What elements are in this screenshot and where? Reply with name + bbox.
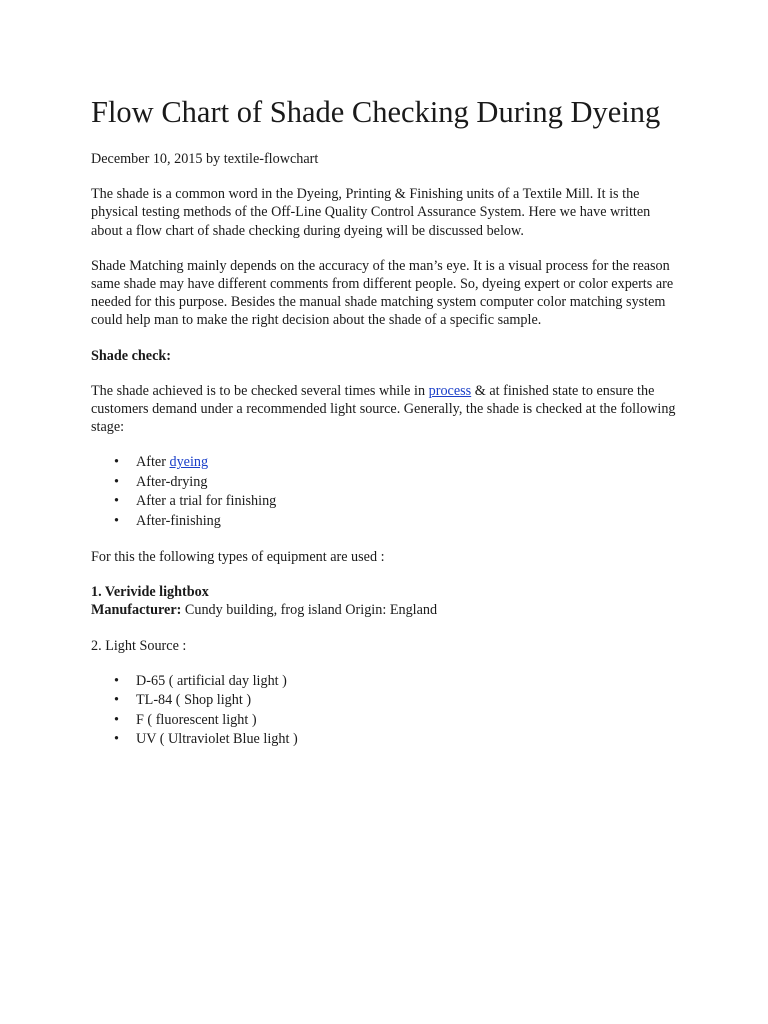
manufacturer-label: Manufacturer: [91, 602, 182, 619]
bullet-icon: • [114, 672, 119, 689]
byline [91, 150, 681, 168]
stage-text: After-finishing [136, 512, 221, 529]
shade-check-paragraph [91, 382, 681, 437]
bullet-icon: • [114, 454, 119, 471]
page-title: Flow Chart of Shade Checking During Dyeing [91, 95, 661, 129]
bullet-icon: • [114, 731, 119, 748]
intro-paragraph: The shade is a common word in the Dyeing, Printing & Finishing units of a Textile Mill. It is the physical testing methods of the Off-Line Quality Control Assurance System. Here we have written about a flow chart of shade checking during dyeing will be discussed below. [91, 186, 651, 239]
list-item [114, 730, 681, 749]
equipment-1-manufacturer [91, 601, 681, 619]
shade-check-heading: Shade check: [91, 347, 172, 364]
bullet-icon: • [114, 692, 119, 709]
process-link[interactable]: process [428, 382, 472, 399]
light-source-text: UV ( Ultraviolet Blue light ) [136, 731, 298, 748]
bullet-icon: • [114, 711, 119, 728]
stage-list [91, 453, 681, 531]
stage-prefix: After [136, 454, 166, 471]
post-date: December 10, 2015 [91, 151, 203, 167]
shade-matching-paragraph: Shade Matching mainly depends on the accuracy of the man’s eye. It is a visual process for the reason same shade may have different comments from different people. So, dyeing expert or color experts are needed for this purpose. Besides the manual shade matching system computer color matching system could help man to make the right decision about the shade of a specific sample. [91, 257, 674, 329]
article [91, 94, 681, 767]
list-item [114, 711, 681, 730]
byline-by: by [206, 151, 221, 167]
equipment-2-title: 2. Light Source : [91, 637, 187, 654]
light-source-text: F ( fluorescent light ) [136, 711, 257, 728]
dyeing-link[interactable]: dyeing [169, 454, 209, 471]
manufacturer-value: Cundy building, frog island Origin: England [184, 602, 438, 619]
list-item [114, 453, 681, 472]
shade-check-text-after: & at finished state to ensure the customers demand under a recommended light source. Generally, the shade is checked at the following stage: [91, 382, 676, 436]
equipment-intro: For this the following types of equipment are used : [91, 549, 385, 566]
stage-text: After a trial for finishing [136, 493, 277, 510]
equipment-1-title: 1. Verivide lightbox [91, 584, 209, 601]
light-source-text: D-65 ( artificial day light ) [136, 672, 287, 689]
bullet-icon: • [114, 493, 119, 510]
list-item [114, 512, 681, 531]
list-item [114, 691, 681, 710]
bullet-icon: • [114, 512, 119, 529]
stage-text: After-drying [136, 473, 208, 490]
list-item [114, 672, 681, 691]
light-source-list [91, 672, 681, 750]
bullet-icon: • [114, 473, 119, 490]
author-name: textile-flowchart [223, 151, 319, 167]
list-item [114, 492, 681, 511]
shade-check-text-before: The shade achieved is to be checked several times while in [91, 382, 426, 399]
list-item [114, 473, 681, 492]
light-source-text: TL-84 ( Shop light ) [136, 692, 252, 709]
